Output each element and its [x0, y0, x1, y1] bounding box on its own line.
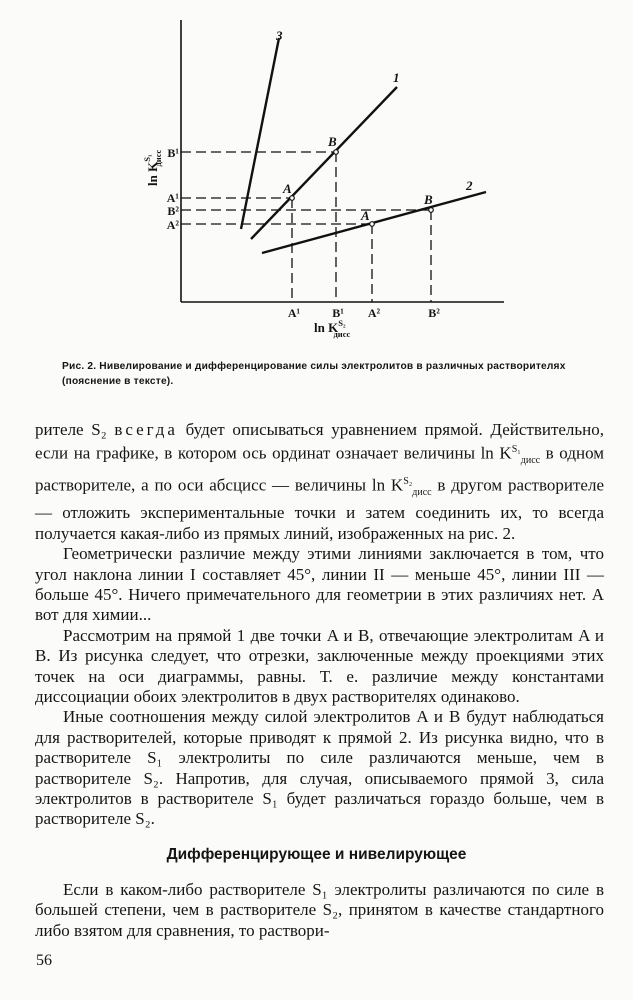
point-A-line1: [290, 196, 295, 201]
figure-2-chart: [0, 0, 633, 360]
point-label-B-line2: B: [424, 192, 433, 207]
paragraph-4: Иные соотношения между силой электролитов A и B будут наблюдаться для растворителей, которые приводят к прямой 2. Из рисунка видно, что в растворителе S₁ электролиты по силе различаются меньше, чем в растворителе S₂. Напротив, для случая, описываемого прямой 3, сила электролитов в растворителе S₁ будет различаться гораздо больше, чем в растворителе S₂.: [35, 707, 604, 829]
paragraph-1: рителе S₂ всегда будет описываться уравнением прямой. Действительно, если на графике, в котором ось ординат означает величины $\ln K^{S_1}_{дисс}$ в одном растворителе, а по оси абсцисс — величины $\ln K^{S_2}_{дисс}$ в другом растворителе — отложить экспериментальные точки и затем соединить их, то всегда получается какая-либо из прямых линий, изображенных на рис. 2.: [35, 420, 605, 543]
projection-lines: [181, 152, 431, 302]
y-axis-label: $\ln K^{S_1}дисс$: [142, 149, 163, 186]
line-3: [241, 38, 279, 229]
body-text-2: [35, 880, 604, 941]
point-label-A-line2: A: [361, 208, 370, 223]
point-label-B-line1: B: [328, 134, 337, 149]
figure-caption: Рис. 2. Нивелирование и дифференцирование силы электролитов в различных растворителях (пояснение в тексте).: [62, 361, 566, 387]
x-tick-B1: B¹: [332, 306, 344, 320]
line-label-1: 1: [393, 70, 400, 85]
paragraph-3: Рассмотрим на прямой 1 две точки A и B, отвечающие электролитам A и B. Из рисунка следует, что отрезки, заключенные между проекциями этих точек на оси диаграммы, равны. Т. е. различие между константами диссоциации обоих электролитов в двух растворителях одинаково.: [35, 625, 604, 706]
line-1: [251, 87, 397, 239]
y-tick-A1: A¹: [166, 191, 179, 205]
section-heading: Дифференцирующее и нивелирующее: [166, 846, 467, 863]
point-label-A-line1: A: [283, 181, 292, 196]
line-label-3: 3: [276, 28, 283, 43]
point-B-line1: [334, 150, 339, 155]
y-tick-B2: B²: [167, 204, 179, 218]
y-tick-A2: A²: [166, 218, 179, 232]
paragraph-5: Если в каком-либо растворителе S₁ электролиты различаются по силе в большей степени, чем в растворителе S₂, принятом в качестве стандартного либо взятом для сравнения, то раствори-: [35, 880, 604, 940]
x-axis-label: $\ln K^{S_2}$ дисс: [314, 318, 351, 339]
body-text: [35, 420, 604, 830]
line-label-2: 2: [466, 178, 473, 193]
page-number: 56: [36, 952, 52, 969]
paragraph-2: Геометрически различие между этими линиями заключается в том, что угол наклона линии I составляет 45°, линии II — меньше 45°, линии III — больше 45°. Ничего примечательного для геометрии в этих различиях нет. А вот для химии...: [35, 544, 604, 625]
x-tick-B2: B²: [428, 306, 440, 320]
x-tick-A1: A¹: [287, 306, 301, 320]
point-B-line2: [429, 208, 434, 213]
y-tick-B1: B¹: [167, 146, 179, 160]
x-tick-A2: A²: [367, 306, 381, 320]
point-A-line2: [370, 222, 375, 227]
